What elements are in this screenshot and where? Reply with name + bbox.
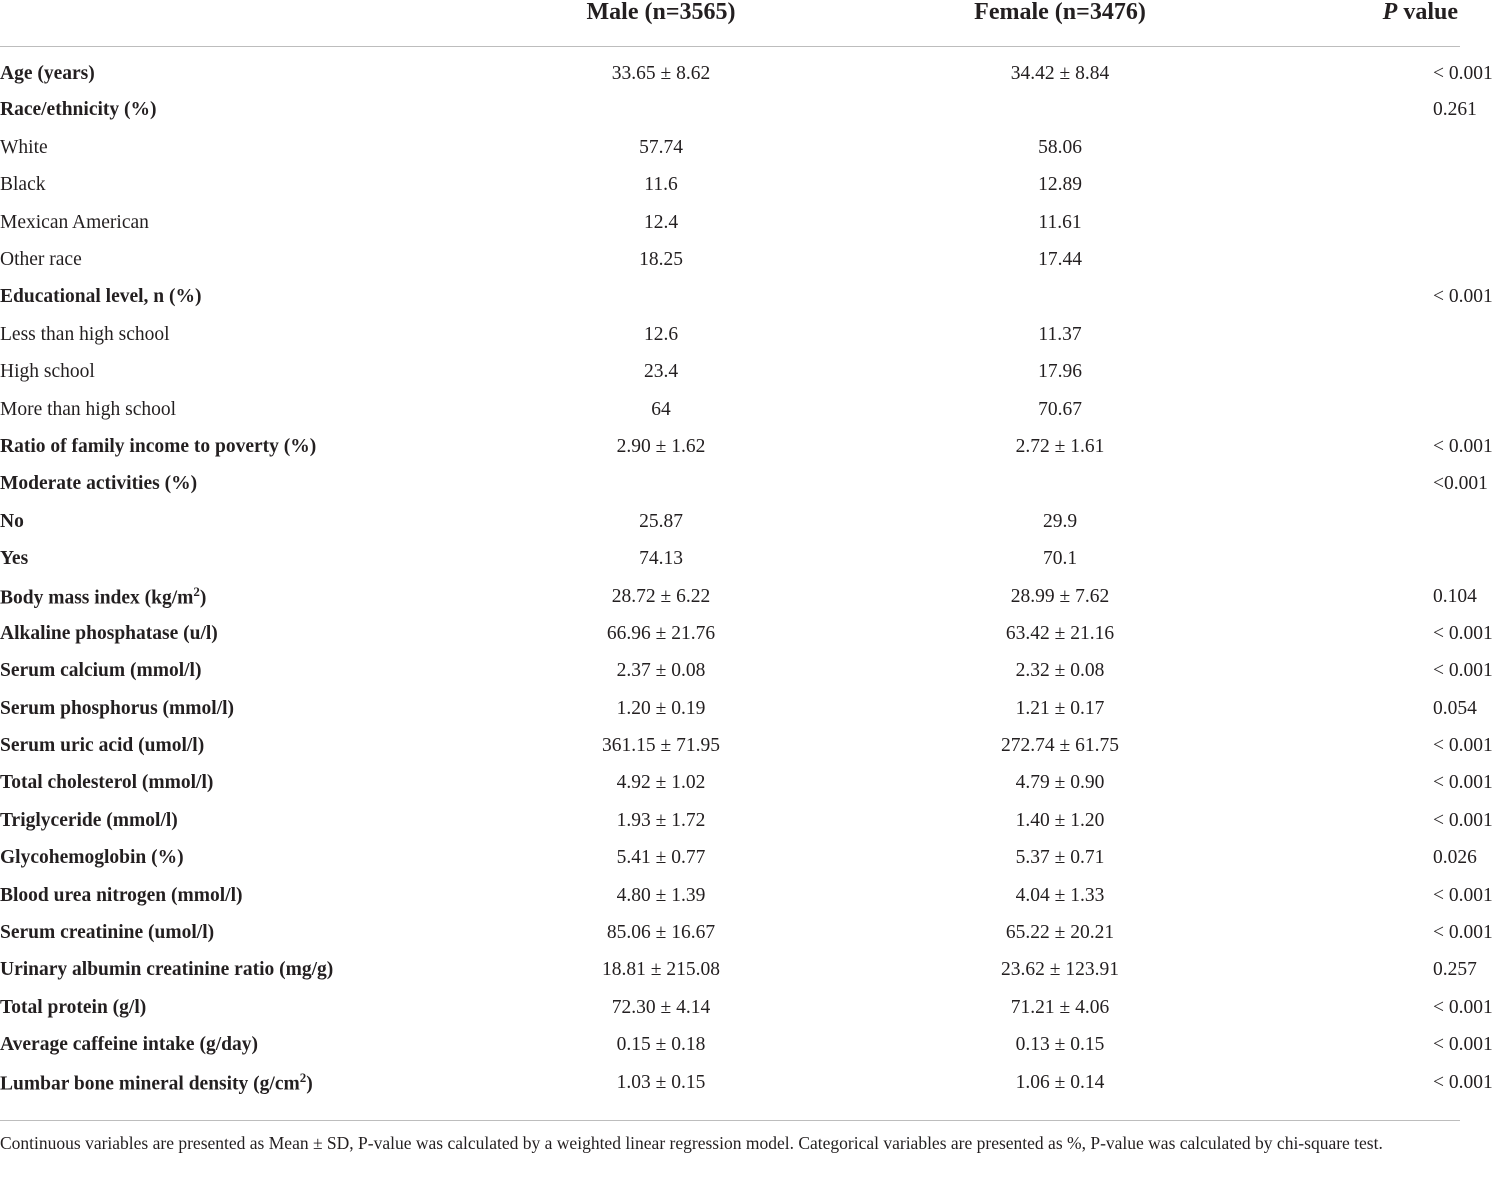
cell-female: 17.44 <box>1038 249 1082 270</box>
cell-p-value: < 0.001 <box>1433 435 1493 457</box>
table-bottom-rule <box>0 1120 1460 1121</box>
row-label: Educational level, n (%) <box>0 286 202 308</box>
row-label-superscript: 2 <box>193 583 200 599</box>
cell-p-value: < 0.001 <box>1433 660 1493 682</box>
row-label: Blood urea nitrogen (mmol/l) <box>0 884 243 906</box>
cell-p-value: 0.261 <box>1433 99 1477 121</box>
row-label: Ratio of family income to poverty (%) <box>0 435 317 457</box>
row-label: Serum uric acid (umol/l) <box>0 735 205 757</box>
cell-female: 4.04 ± 1.33 <box>1015 884 1105 906</box>
row-label <box>0 1064 460 1101</box>
cell-male: 74.13 <box>639 548 683 570</box>
cell-p-value <box>1258 166 1460 203</box>
row-label: Alkaline phosphatase (u/l) <box>0 622 218 644</box>
cell-male: 11.6 <box>644 174 678 196</box>
cell-male: 2.37 ± 0.08 <box>616 660 706 682</box>
row-label: Age (years) <box>0 62 95 84</box>
cell-female: 11.61 <box>1038 211 1082 233</box>
table-row <box>0 578 1460 615</box>
table-row <box>0 129 1460 166</box>
row-label: Serum phosphorus (mmol/l) <box>0 697 235 719</box>
cell-male: 12.6 <box>643 323 679 345</box>
row-label-text: Lumbar bone mineral density (g/cm <box>0 1073 300 1095</box>
table-row <box>0 47 1460 92</box>
cell-p-value <box>1258 316 1460 353</box>
cell-female: 58.06 <box>1038 136 1082 158</box>
row-label: Mexican American <box>0 211 149 233</box>
row-label-tail: ) <box>306 1073 313 1095</box>
table-row <box>0 166 1460 203</box>
cell-male: 64 <box>651 398 671 420</box>
row-label: Serum calcium (mmol/l) <box>0 660 202 682</box>
header-p-letter: P <box>1382 0 1398 25</box>
table-row <box>0 540 1460 577</box>
cell-p-value: < 0.001 <box>1433 922 1493 944</box>
row-label: Other race <box>0 249 82 270</box>
row-label: Total protein (g/l) <box>0 996 147 1018</box>
cell-p-value <box>1258 241 1460 278</box>
cell-female: 28.99 ± 7.62 <box>1010 585 1110 607</box>
cell-female: 1.06 ± 0.14 <box>1015 1071 1105 1093</box>
cell-male: 18.81 ± 215.08 <box>602 959 720 981</box>
table-row <box>0 278 1460 315</box>
table-row <box>0 1026 1460 1063</box>
cell-female <box>862 92 1258 129</box>
table-row <box>0 241 1460 278</box>
cell-p-value: < 0.001 <box>1433 622 1493 644</box>
cell-male: 72.30 ± 4.14 <box>611 996 711 1018</box>
cell-male: 33.65 ± 8.62 <box>611 62 711 84</box>
cell-p-value: < 0.001 <box>1433 772 1493 794</box>
cell-male: 1.03 ± 0.15 <box>616 1071 706 1093</box>
cell-male: 1.93 ± 1.72 <box>616 809 706 831</box>
table-row <box>0 765 1460 802</box>
table-row <box>0 802 1460 839</box>
cell-female: 11.37 <box>1038 323 1082 345</box>
cell-p-value <box>1258 503 1460 540</box>
cell-male: 1.20 ± 0.19 <box>616 697 706 719</box>
cell-male: 23.4 <box>643 361 679 383</box>
row-label: Urinary albumin creatinine ratio (mg/g) <box>0 959 334 981</box>
row-label: Triglyceride (mmol/l) <box>0 809 178 831</box>
table-row <box>0 316 1460 353</box>
row-label-text: Body mass index (kg/m <box>0 587 194 609</box>
cell-female <box>862 278 1258 315</box>
cell-p-value <box>1258 391 1460 428</box>
cell-p-value: 0.026 <box>1433 847 1477 869</box>
cell-female: 70.67 <box>1038 398 1082 420</box>
row-label: Total cholesterol (mmol/l) <box>0 772 214 794</box>
table-row <box>0 204 1460 241</box>
cell-male: 4.80 ± 1.39 <box>616 884 706 906</box>
cell-p-value: 0.257 <box>1433 959 1477 981</box>
row-label: More than high school <box>0 398 177 420</box>
cell-p-value: 0.054 <box>1433 697 1477 719</box>
cell-female: 1.40 ± 1.20 <box>1015 809 1105 831</box>
table-header-row <box>0 0 1460 47</box>
row-label: Yes <box>0 548 29 570</box>
row-label: Serum creatinine (umol/l) <box>0 922 215 944</box>
cell-male: 4.92 ± 1.02 <box>616 772 706 794</box>
header-female: Female (n=3476) <box>862 0 1258 36</box>
header-male: Male (n=3565) <box>460 0 862 36</box>
table-row <box>0 1064 1460 1101</box>
row-label: Race/ethnicity (%) <box>0 99 157 121</box>
table-row <box>0 989 1460 1026</box>
cell-p-value: < 0.001 <box>1433 286 1493 308</box>
row-label: Black <box>0 174 46 196</box>
table-body <box>0 47 1493 1102</box>
cell-p-value: < 0.001 <box>1433 735 1493 757</box>
cell-male: 12.4 <box>643 211 679 233</box>
cell-p-value: < 0.001 <box>1433 809 1493 831</box>
cell-p-value: < 0.001 <box>1433 1034 1493 1056</box>
table-row <box>0 615 1460 652</box>
table-row <box>0 951 1460 988</box>
cell-male: 361.15 ± 71.95 <box>602 735 720 757</box>
row-label-superscript: 2 <box>299 1069 307 1085</box>
cell-male: 57.74 <box>639 136 683 158</box>
cell-male: 0.15 ± 0.18 <box>616 1034 706 1056</box>
cell-p-value: < 0.001 <box>1433 884 1493 906</box>
header-p-value <box>1258 0 1460 36</box>
cell-female: 70.1 <box>1042 548 1078 570</box>
table-row <box>0 839 1460 876</box>
cell-male: 85.06 ± 16.67 <box>606 922 716 944</box>
table-row <box>0 503 1460 540</box>
cell-p-value: <0.001 <box>1433 473 1488 495</box>
cell-female: 65.22 ± 20.21 <box>1005 922 1115 944</box>
table-row <box>0 92 1460 129</box>
cell-male: 5.41 ± 0.77 <box>616 847 706 869</box>
cell-female: 71.21 ± 4.06 <box>1010 996 1110 1018</box>
cell-female: 0.13 ± 0.15 <box>1015 1034 1105 1056</box>
cell-p-value <box>1258 129 1460 166</box>
cell-female: 4.79 ± 0.90 <box>1015 772 1105 794</box>
cell-female: 5.37 ± 0.71 <box>1015 847 1105 869</box>
row-label: Less than high school <box>0 323 170 345</box>
cell-male <box>460 465 862 502</box>
cell-female: 2.32 ± 0.08 <box>1015 660 1105 682</box>
table-row <box>0 652 1460 689</box>
table-row <box>0 727 1460 764</box>
row-label: High school <box>0 361 95 383</box>
table-row <box>0 465 1460 502</box>
header-variable <box>0 0 460 36</box>
table-row <box>0 428 1460 465</box>
cell-female: 2.72 ± 1.61 <box>1015 435 1105 457</box>
table-row <box>0 914 1460 951</box>
cell-male: 2.90 ± 1.62 <box>616 435 706 457</box>
cell-male <box>460 92 862 129</box>
row-label: Moderate activities (%) <box>0 473 198 495</box>
table-footnote: Continuous variables are presented as Mean ± SD, P-value was calculated by a weighted linear regression model. Categorical variables are presented as %, P-value was calculated by chi-square test. <box>0 1133 1383 1153</box>
cell-male: 25.87 <box>639 510 683 532</box>
cell-female: 29.9 <box>1042 510 1078 532</box>
cell-p-value <box>1258 540 1460 577</box>
cell-p-value: < 0.001 <box>1433 1071 1493 1093</box>
header-p-word: value <box>1397 0 1458 25</box>
cell-male: 18.25 <box>639 249 683 270</box>
cell-male <box>460 278 862 315</box>
cell-male: 66.96 ± 21.76 <box>606 622 716 644</box>
cell-female: 34.42 ± 8.84 <box>1010 62 1110 84</box>
row-label-tail: ) <box>199 587 207 609</box>
cell-female: 63.42 ± 21.16 <box>1005 622 1115 644</box>
table-row <box>0 391 1460 428</box>
cell-p-value: < 0.001 <box>1433 62 1493 84</box>
row-label: No <box>0 510 24 532</box>
cell-p-value: < 0.001 <box>1433 996 1493 1018</box>
cell-female: 12.89 <box>1038 174 1082 196</box>
cell-female: 272.74 ± 61.75 <box>1001 735 1119 757</box>
row-label: Average caffeine intake (g/day) <box>0 1034 258 1056</box>
table-row <box>0 690 1460 727</box>
row-label: Glycohemoglobin (%) <box>0 847 184 869</box>
row-label <box>0 578 460 615</box>
table-row <box>0 877 1460 914</box>
cell-p-value <box>1258 353 1460 390</box>
row-label: White <box>0 136 48 158</box>
table-row <box>0 353 1460 390</box>
cell-female <box>862 465 1258 502</box>
cell-female: 23.62 ± 123.91 <box>1001 959 1119 981</box>
cell-male: 28.72 ± 6.22 <box>611 585 711 607</box>
cell-female: 1.21 ± 0.17 <box>1015 697 1105 719</box>
cell-p-value <box>1258 204 1460 241</box>
cell-female: 17.96 <box>1038 361 1082 383</box>
cell-p-value: 0.104 <box>1433 585 1477 607</box>
